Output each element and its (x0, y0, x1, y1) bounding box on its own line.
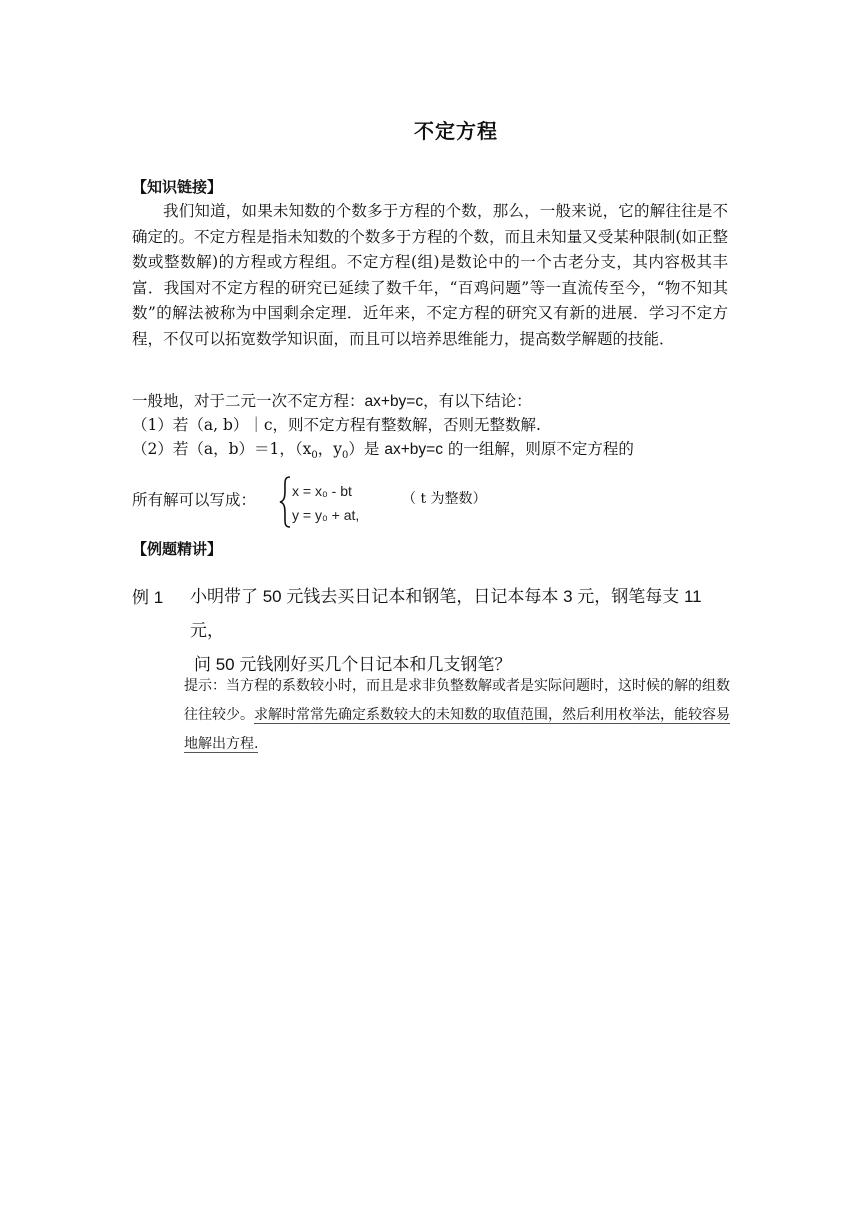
hint-part-2: 求解时常常先确定系数较大的未知数的取值范围，然后利用枚举法，能较容易地解出方程. (184, 707, 730, 752)
left-brace (280, 477, 290, 527)
conclusion-1: （1）若（a, b）｜c，则不定方程有整数解，否则无整数解. (132, 416, 541, 434)
example-1-label: 例 1 (132, 588, 164, 607)
general-equation: ax+by=c (364, 393, 424, 410)
knowledge-paragraph: 我们知道，如果未知数的个数多于方程的个数，那么，一般来说，它的解往往是不确定的。不定方程是指未知数的个数多于方程的个数，而且未知量又受某种限制(如正整数或整数解)的方程或方程组。不定方程(组)是数论中的一个古老分支，其内容极其丰富．我国对不定方程的研究已延续了数千年，“百鸡问题”等一直流传至今，“物不知其数”的解法被称为中国剩余定理．近年来，不定方程的研究又有新的进展．学习不定方程，不仅可以拓宽数学知识面，而且可以培养思维能力，提高数学解题的技能． (132, 202, 728, 348)
c2-equation: ax+by=c (384, 441, 443, 458)
hint (184, 672, 730, 759)
formula-note: （ t 为整数） (402, 491, 487, 507)
page-title: 不定方程 (414, 119, 498, 143)
example-1-line-1: 小明带了 50 元钱去买日记本和钢笔，日记本每本 3 元，钢笔每支 11 元， (190, 587, 702, 640)
formula-line-1: x = x₀ - bt (292, 483, 352, 499)
hint-part-1: 提示：当方程的系数较小时，而且是求非负整数解或者是实际问题时，这时候的解的组数往往较少。 (184, 678, 730, 723)
x0-subscript: 0 (311, 450, 318, 462)
solutions-label: 所有解可以写成： (132, 491, 257, 509)
general-suffix: ，有以下结论： (423, 392, 532, 410)
examples-heading: 【例题精讲】 (132, 540, 223, 558)
y0-subscript: 0 (342, 450, 349, 462)
example-1-text (190, 580, 730, 682)
formula-line-2: y = y₀ + at, (292, 507, 360, 523)
general-statement (132, 390, 532, 413)
knowledge-heading: 【知识链接】 (132, 178, 223, 196)
conclusion-2: （2）若（a，b）＝1，（$x_0$，$y_0$）是 ax+by=c 的一组解，则原不定方程的 (132, 440, 634, 462)
solution-formula (278, 474, 388, 530)
general-prefix: 一般地，对于二元一次不定方程： (132, 392, 365, 410)
example-1-line-2: 问 50 元钱刚好买几个日记本和几支钢笔？ (194, 655, 512, 674)
